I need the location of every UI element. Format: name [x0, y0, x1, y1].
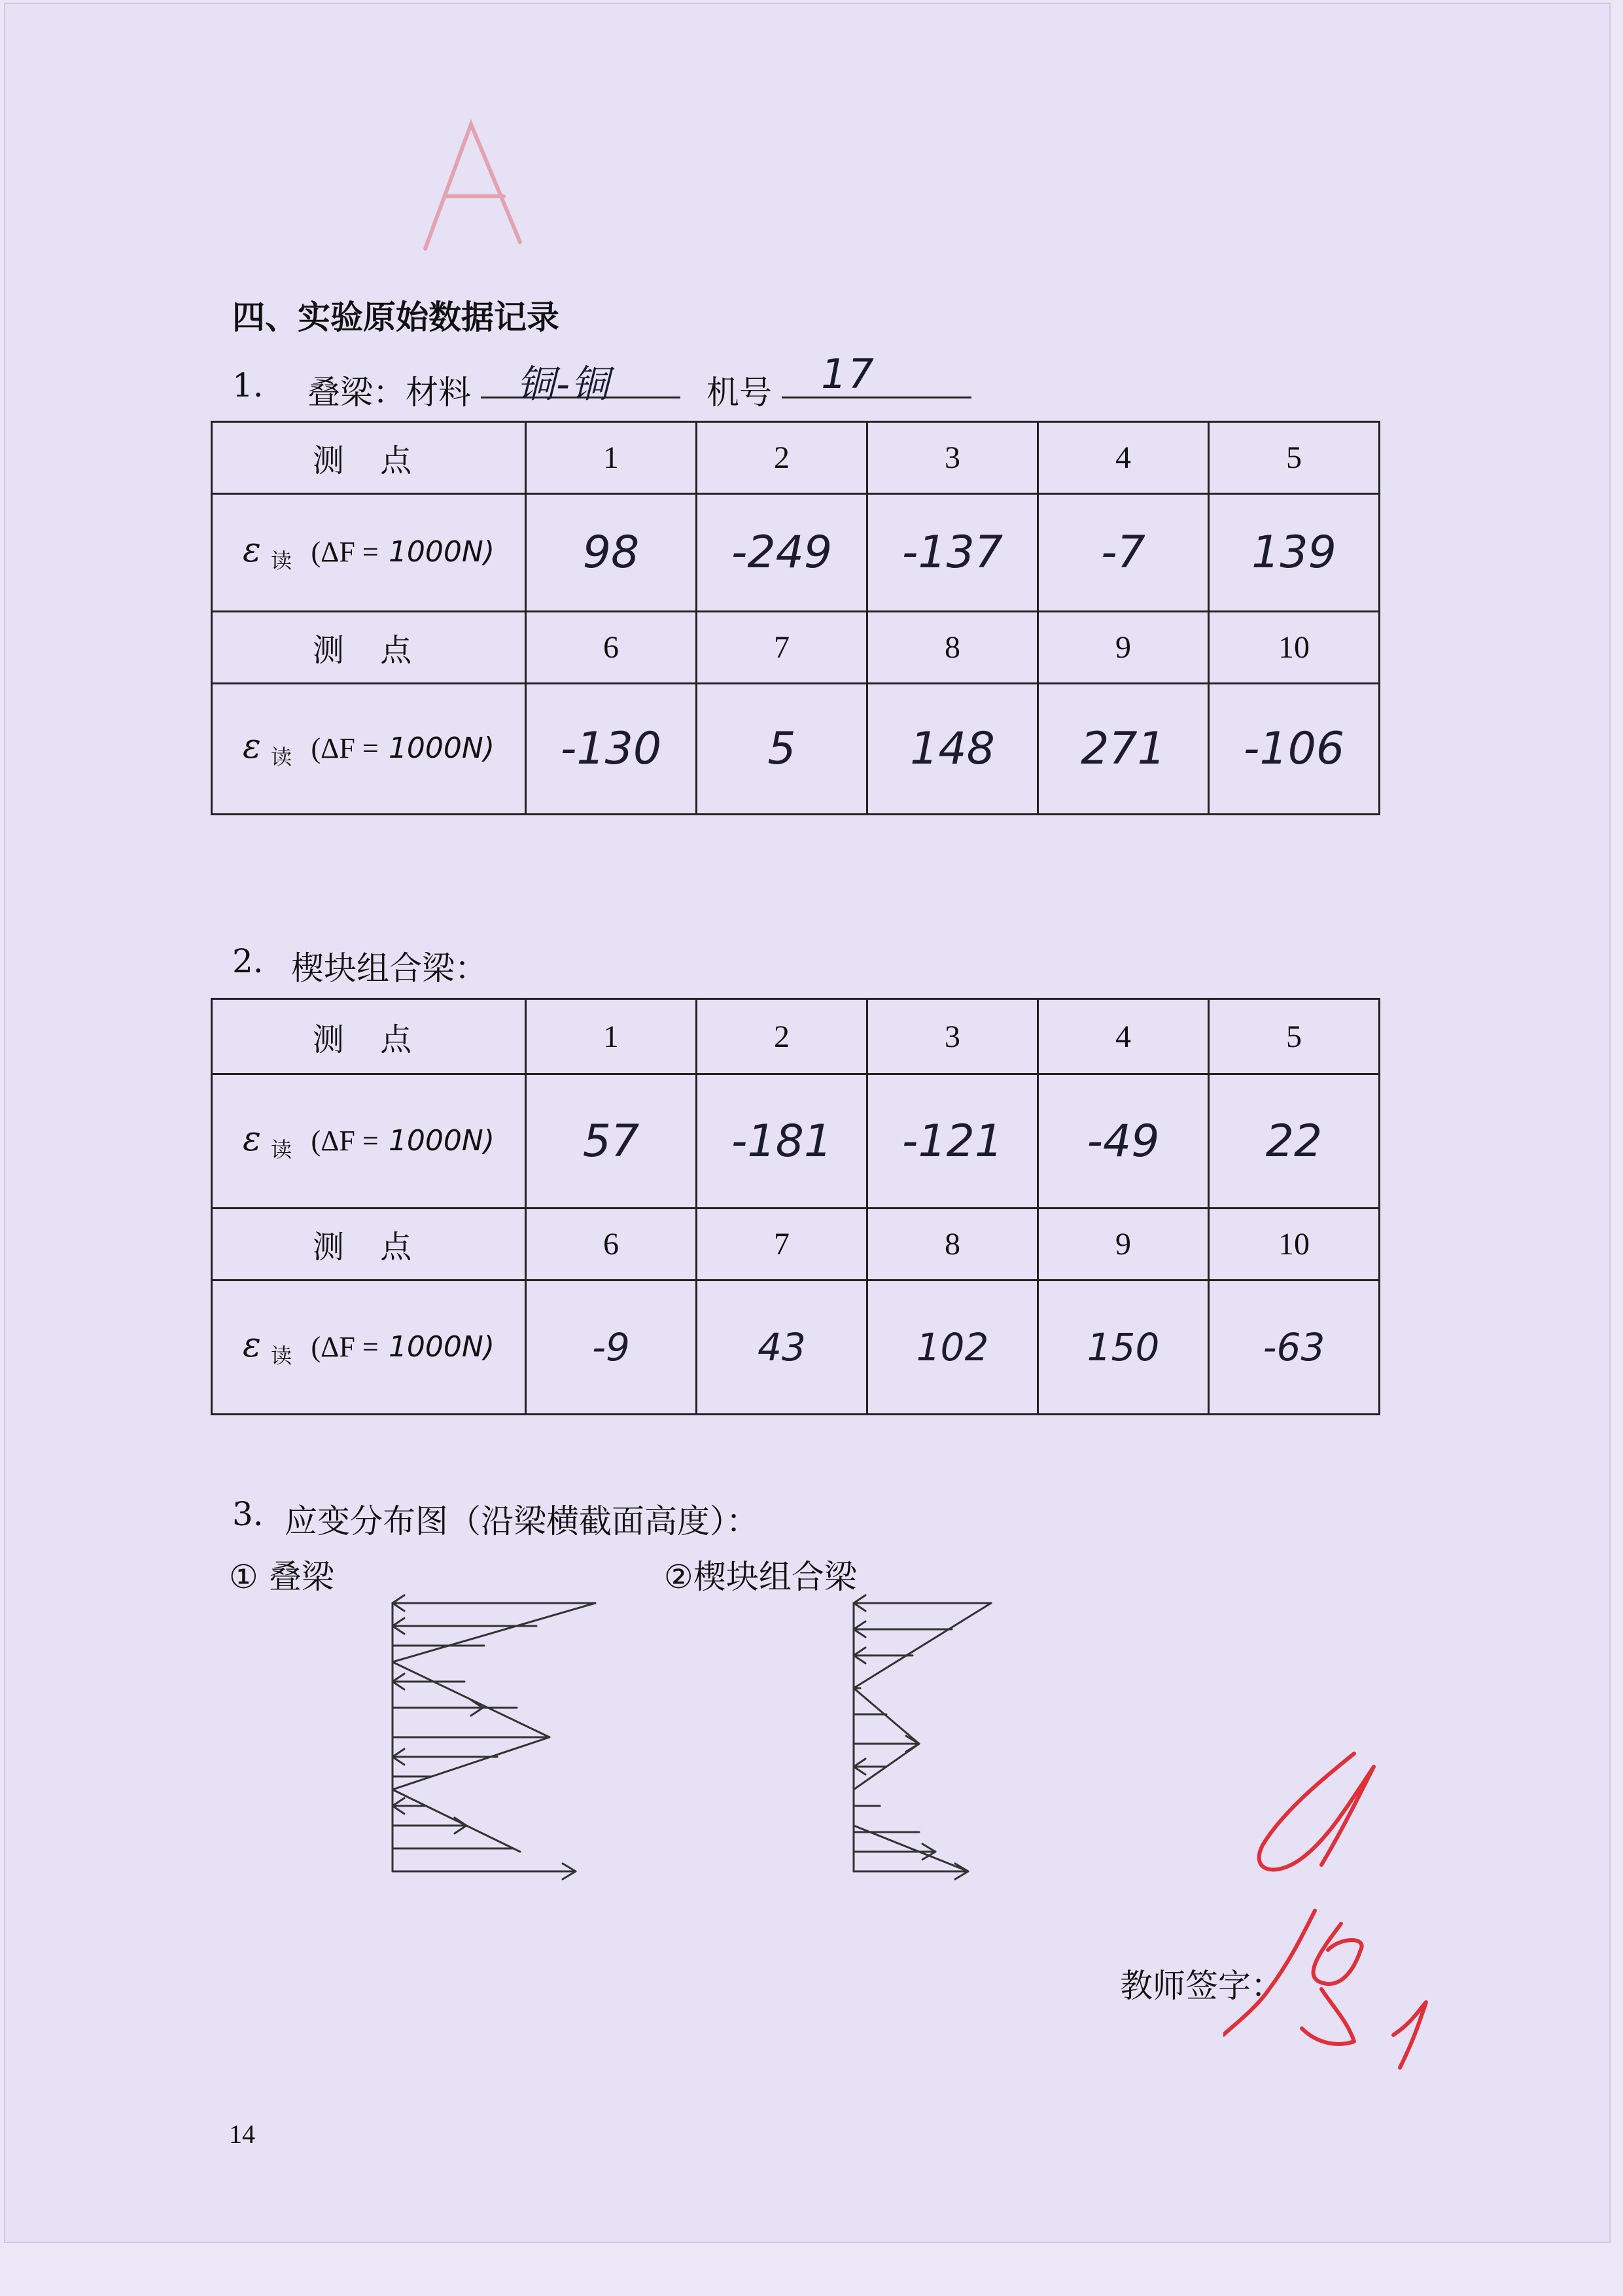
force-value: 1000N): [388, 1330, 495, 1364]
header-points-cell: 测 点: [212, 999, 526, 1074]
part3-number: 3.: [232, 1495, 264, 1533]
point-number: 9: [1038, 612, 1209, 684]
point-number: 3: [867, 422, 1038, 494]
strain-value: 102: [867, 1280, 1038, 1415]
strain-label-cell: [212, 1074, 526, 1209]
strain-value: 150: [1038, 1280, 1209, 1415]
strain-value: 98: [526, 494, 697, 612]
strain-value: 148: [867, 684, 1038, 815]
point-number: 1: [526, 422, 697, 494]
machine-value: 17: [821, 350, 875, 398]
diagram2-label: ②楔块组合梁: [664, 1558, 857, 1596]
header-points-cell: 测 点: [212, 422, 526, 494]
part2-number: 2.: [232, 942, 264, 980]
grade-mark-A: [399, 98, 556, 268]
delta-f-label: (ΔF =: [311, 732, 379, 764]
part1-label: 叠梁：材料: [307, 374, 471, 412]
strain-value: 22: [1209, 1074, 1380, 1209]
point-number: 7: [697, 612, 867, 684]
table-row: [212, 1074, 1380, 1209]
delta-f-label: (ΔF =: [311, 536, 379, 568]
table-wedge-beam: [211, 998, 1380, 1415]
epsilon-symbol: ε: [242, 727, 261, 766]
point-number: 3: [867, 999, 1038, 1074]
table-row: [212, 494, 1380, 612]
delta-f-label: (ΔF =: [311, 1124, 379, 1157]
page-number: 14: [229, 2119, 255, 2149]
strain-value: -181: [697, 1074, 867, 1209]
point-number: 4: [1038, 999, 1209, 1074]
strain-value: -106: [1209, 684, 1380, 815]
strain-value: -137: [867, 494, 1038, 612]
strain-value: -9: [526, 1280, 697, 1415]
strain-value: -49: [1038, 1074, 1209, 1209]
point-number: 6: [526, 612, 697, 684]
table-laminated-beam: [211, 421, 1380, 815]
strain-value: -121: [867, 1074, 1038, 1209]
epsilon-subscript: 读: [271, 1343, 292, 1368]
point-number: 5: [1209, 422, 1380, 494]
force-value: 1000N): [388, 732, 495, 765]
table-row: [212, 422, 1380, 494]
part2-label: 楔块组合梁：: [291, 949, 487, 987]
header-points-cell: 测 点: [212, 1209, 526, 1280]
point-number: 8: [867, 612, 1038, 684]
strain-value: -130: [526, 684, 697, 815]
point-number: 2: [697, 422, 867, 494]
part3-label: 应变分布图（沿梁横截面高度）：: [285, 1502, 759, 1540]
strain-label-cell: [212, 494, 526, 612]
strain-value: 5: [697, 684, 867, 815]
strain-label-cell: [212, 684, 526, 815]
header-points-cell: 测 点: [212, 612, 526, 684]
epsilon-symbol: ε: [242, 531, 261, 570]
point-number: 6: [526, 1209, 697, 1280]
table-row: [212, 684, 1380, 815]
teacher-signature-label: 教师签字：: [1120, 1967, 1283, 2005]
table-row: [212, 999, 1380, 1074]
table-row: [212, 1280, 1380, 1415]
epsilon-symbol: ε: [242, 1325, 261, 1365]
point-number: 8: [867, 1209, 1038, 1280]
force-value: 1000N): [388, 1123, 495, 1157]
epsilon-symbol: ε: [242, 1119, 261, 1159]
strain-value: 57: [526, 1074, 697, 1209]
delta-f-label: (ΔF =: [311, 1330, 379, 1363]
epsilon-subscript: 读: [271, 548, 292, 573]
machine-underline: [782, 359, 971, 398]
point-number: 10: [1209, 612, 1380, 684]
strain-value: -249: [697, 494, 867, 612]
teacher-signature-scribble: [1223, 1740, 1524, 2081]
point-number: 9: [1038, 1209, 1209, 1280]
table-row: [212, 612, 1380, 684]
point-number: 10: [1209, 1209, 1380, 1280]
diagram1-label: ① 叠梁: [229, 1558, 334, 1596]
strain-value: -7: [1038, 494, 1209, 612]
table-row: [212, 1209, 1380, 1280]
epsilon-subscript: 读: [271, 745, 292, 769]
strain-value: -63: [1209, 1280, 1380, 1415]
point-number: 1: [526, 999, 697, 1074]
material-value: 铜-铜: [517, 362, 610, 406]
machine-label: 机号: [707, 374, 772, 412]
force-value: 1000N): [388, 535, 495, 569]
strain-value: 43: [697, 1280, 867, 1415]
strain-value: 271: [1038, 684, 1209, 815]
point-number: 5: [1209, 999, 1380, 1074]
strain-label-cell: [212, 1280, 526, 1415]
point-number: 7: [697, 1209, 867, 1280]
section-title: 四、实验原始数据记录: [232, 298, 559, 336]
strain-diagram-wedge: [821, 1590, 1070, 1891]
strain-value: 139: [1209, 494, 1380, 612]
part1-number: 1.: [232, 366, 264, 404]
point-number: 4: [1038, 422, 1209, 494]
strain-diagram-laminated: [366, 1590, 615, 1891]
point-number: 2: [697, 999, 867, 1074]
epsilon-subscript: 读: [271, 1137, 292, 1162]
